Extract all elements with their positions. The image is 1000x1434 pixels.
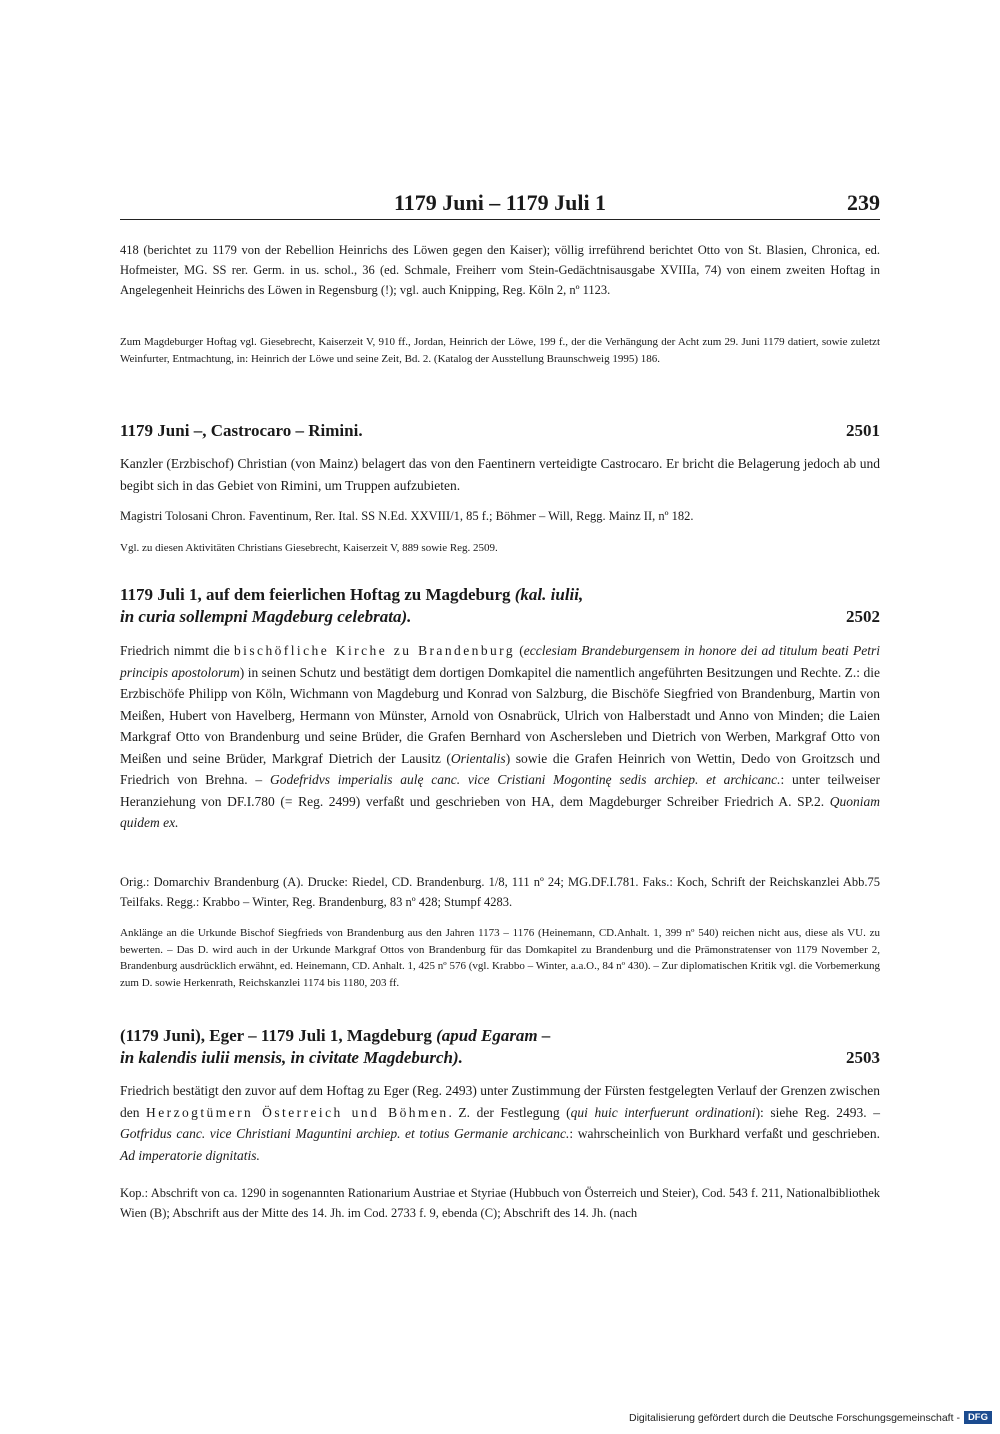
regest-2502-body [120, 640, 880, 834]
regest-2503 [120, 1025, 880, 1069]
regest-text [120, 1080, 880, 1166]
regest-note: Vgl. zu diesen Aktivitäten Christians Giesebrecht, Kaiserzeit V, 889 sowie Reg. 2509. [120, 542, 498, 554]
intro-note-block [120, 334, 880, 367]
intro-text: 418 (berichtet zu 1179 von der Rebellion Heinrichs des Löwen gegen den Kaiser); völlig irreführend berichtet Otto von St. Blasien, Chronica, ed. Hofmeister, MG. SS rer. Germ. in us. schol., 36 (ed. Schmale, Freiherr vom Stein-Gedächtnisausgabe XVIIIa, 74) von einem zweiten Hoftag in Angelegenheit Heinrichs des Löwen in Regensburg (!); vgl. auch Knipping, Reg. Köln 2, nº 1123. [120, 243, 880, 297]
regest-2501-body [120, 453, 880, 496]
regest-2501 [120, 420, 880, 442]
running-title: 1179 Juni – 1179 Juli 1 [120, 190, 880, 216]
regest-heading [120, 1025, 880, 1069]
regest-2502 [120, 584, 880, 628]
regest-2503-sources [120, 1183, 880, 1223]
dfg-logo: DFG [964, 1411, 992, 1424]
funding-text: Digitalisierung gefördert durch die Deutsche Forschungsgemeinschaft - [629, 1411, 960, 1424]
regest-heading [120, 584, 880, 628]
latin-quote: Godefridvs imperialis aulę canc. vice Cristiani Mogontinę sedis archiep. et archicanc. [269, 772, 781, 787]
header-rule [120, 219, 880, 220]
regest-number: 2502 [846, 607, 880, 626]
regest-heading-text: 1179 Juli 1, auf dem feierlichen Hoftag zu Magdeburg [120, 585, 515, 604]
regest-text: Kanzler (Erzbischof) Christian (von Mainz) belagert das von den Faentinern verteidigte Castrocaro. Er bricht die Belagerung jedoch ab und begibt sich in das Gebiet von Rimini, um Truppen aufzubieten. [120, 456, 880, 493]
text-run: Friedrich nimmt die [120, 643, 234, 658]
text-run: ( [515, 643, 524, 658]
text-run: : unter teilweiser Heranziehung von DF.I.780 (= Reg. 2499) verfaßt und geschrieben von HA, dem Magdeburger Schreiber Friedrich A. SP.2. [120, 772, 880, 809]
regest-number: 2501 [846, 421, 880, 440]
text-run: . Z. der Festlegung ( [448, 1104, 571, 1120]
page-number: 239 [837, 190, 880, 216]
text-run: Friedrich bestätigt den zuvor auf dem Hoftag zu Eger (Reg. 2493) unter Zustimmung der Fürsten festgelegten Verlauf der Grenzen zwischen den [120, 1083, 880, 1120]
regest-2502-sources [120, 872, 880, 912]
regest-heading-latin: (apud Egaram – [436, 1026, 551, 1045]
regest-note: Anklänge an die Urkunde Bischof Siegfrieds von Brandenburg aus den Jahren 1173 – 1176 (Heinemann, CD.Anhalt. 1, 399 nº 540) reichen nicht aus, diese als VU. zu bewerten. – Das D. wird auch in der Urkunde Markgraf Ottos von Brandenburg für das Domkapitel zu Brandenburg und die Prämonstratenser von 1179 November 2, Brandenburg ausdrücklich erwähnt, ed. Heinemann, CD. Anhalt. 1, 425 nº 576 (vgl. Krabbo – Winter, a.a.O., 84 nº 430). – Zur diplomatischen Kritik vgl. die Vorbemerkung zum D. sowie Herkenrath, Reichskanzlei 1174 bis 1180, 203 ff. [120, 927, 881, 989]
regest-2501-note [120, 540, 880, 557]
text-run: ) sowie die Grafen Heinrich von Wettin, Dedo von Groitzsch und Friedrich von Brehna. – [120, 750, 880, 787]
intro-note: Zum Magdeburger Hoftag vgl. Giesebrecht, Kaiserzeit V, 910 ff., Jordan, Heinrich der Löwe, 199 f., der die Verhängung der Acht zum 29. Juni 1179 datiert, sowie zuletzt Weinfurter, Entmachtung, in: Heinrich der Löwe und seine Zeit, Bd. 2. (Katalog der Ausstellung Braunschweig 1995) 186. [120, 336, 880, 365]
regest-heading-latin-cont: in curia sollempni Magdeburg celebrata). [120, 607, 412, 626]
regest-sources: Magistri Tolosani Chron. Faventinum, Rer. Ital. SS N.Ed. XXVIII/1, 85 f.; Böhmer – Will, Regg. Mainz II, nº 182. [120, 509, 694, 523]
regest-heading-text: 1179 Juni –, Castrocaro – Rimini. [120, 421, 363, 440]
text-run: ) in seinen Schutz und bestätigt dem dortigen Domkapitel die namentlich angeführten Besitzungen und Rechte. Z.: die Erzbischöfe Philipp von Köln, Wichmann von Magdeburg und Konrad von Salzburg, die Bischöfe Siegfried von Brandenburg, Martin von Meißen, Hubert von Havelberg, Hermann von Münster, Arnold von Osnabrück, Ulrich von Halberstadt und Anno von Minden; die Laien Markgraf Otto von Brandenburg und seine Brüder, die Grafen Bernhard von Aschersleben und Dietrich von Werben, Markgraf Otto von Meißen und seine Brüder, Markgraf Dietrich der Lausitz ( [120, 664, 880, 766]
regest-text [120, 640, 880, 834]
latin-quote: Orientalis [450, 750, 506, 766]
regest-sources: Kop.: Abschrift von ca. 1290 in sogenannten Rationarium Austriae et Styriae (Hubbuch von Österreich und Steier), Cod. 543 f. 211, Nationalbibliothek Wien (B); Abschrift aus der Mitte des 14. Jh. im Cod. 2733 f. 9, ebenda (C); Abschrift des 14. Jh. (nach [120, 1186, 880, 1220]
text-run: ): siehe Reg. 2493. – [755, 1104, 880, 1120]
regest-2503-body [120, 1080, 880, 1166]
incipit: Ad imperatorie dignitatis. [120, 1147, 260, 1163]
regest-number: 2503 [846, 1048, 880, 1067]
intro-block [120, 240, 880, 300]
latin-quote: ecclesiam Brandeburgensem in honore dei ad titulum beati Petri principis apostolorum [120, 643, 880, 680]
running-header [120, 190, 880, 224]
latin-quote: Gotfridus canc. vice Christiani Maguntini archiep. et totius Germanie archicanc. [120, 1126, 570, 1141]
regest-heading-text: (1179 Juni), Eger – 1179 Juli 1, Magdeburg [120, 1026, 437, 1045]
funding-footer [629, 1411, 992, 1424]
spaced-term: bischöfliche Kirche zu Brandenburg [233, 643, 516, 658]
spaced-term: Herzogtümern Österreich und Böhmen [146, 1104, 449, 1120]
regest-heading [120, 420, 880, 442]
latin-quote: qui huic interfuerunt ordinationi [570, 1104, 756, 1120]
regest-heading-latin-cont: in kalendis iulii mensis, in civitate Magdeburch). [120, 1048, 463, 1067]
regest-sources: Orig.: Domarchiv Brandenburg (A). Drucke: Riedel, CD. Brandenburg. 1/8, 111 nº 24; MG.DF.I.781. Faks.: Koch, Schrift der Reichskanzlei Abb.75 Teilfaks. Regg.: Krabbo – Winter, Reg. Brandenburg, 83 nº 428; Stumpf 4283. [120, 875, 880, 909]
regest-heading-latin: (kal. iulii, [514, 585, 584, 604]
incipit: Quoniam quidem ex. [120, 793, 880, 830]
regest-2502-note [120, 925, 880, 991]
text-run: : wahrscheinlich von Burkhard verfaßt und geschrieben. [569, 1126, 880, 1141]
regest-2501-sources [120, 506, 880, 526]
